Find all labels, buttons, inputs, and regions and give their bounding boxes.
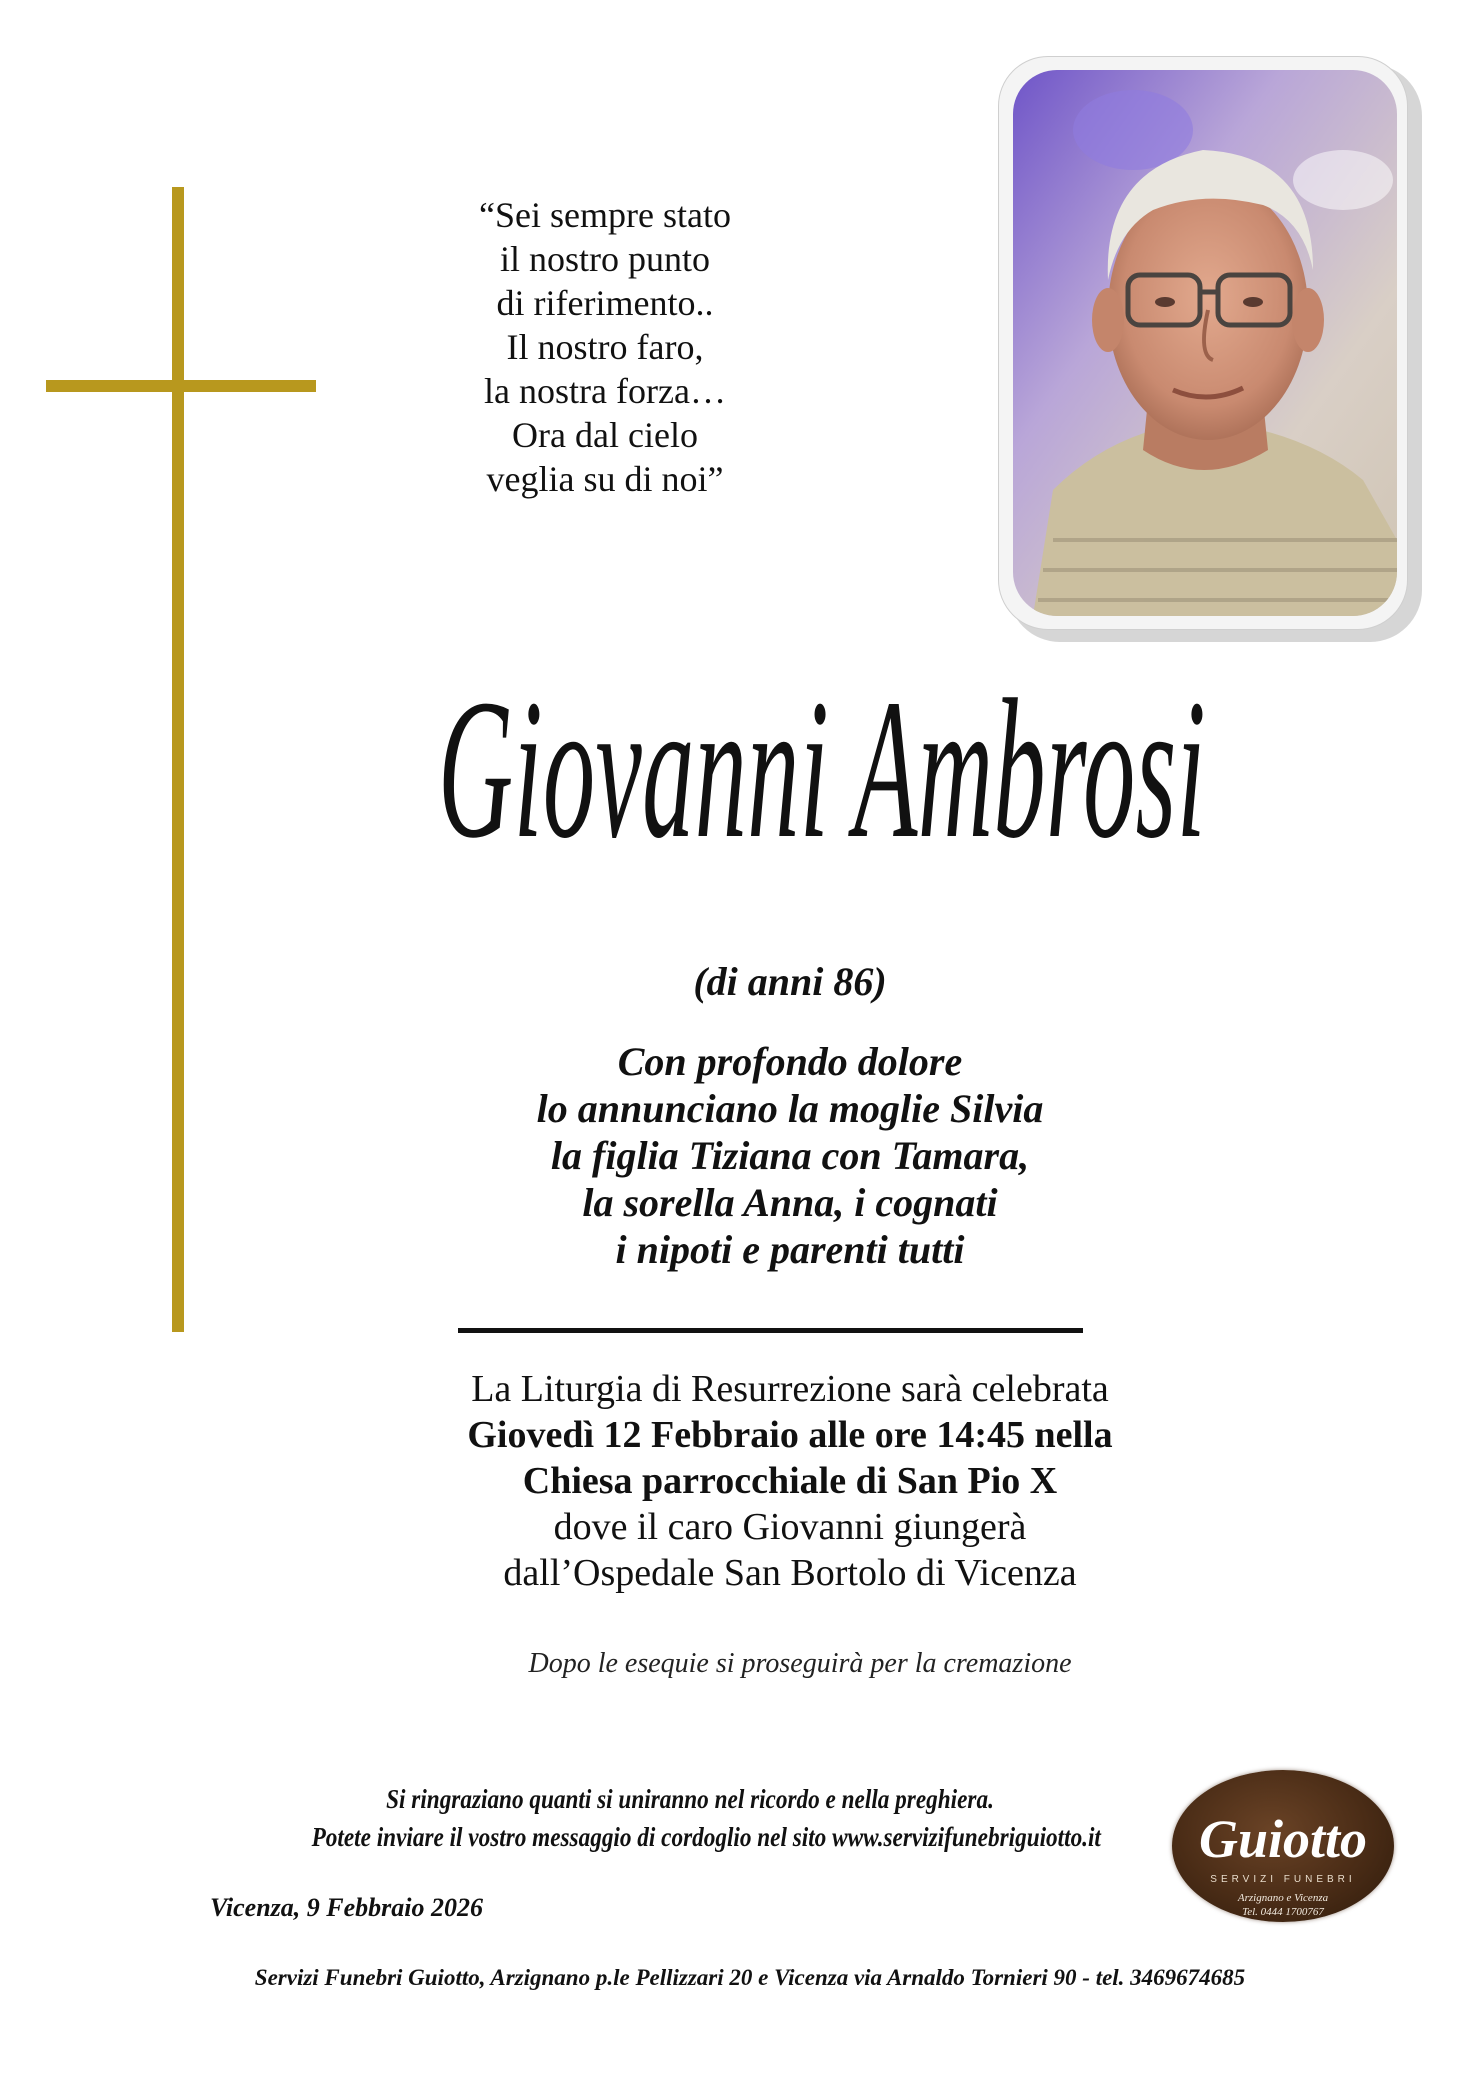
logo-places: Arzignano e Vicenza bbox=[1237, 1892, 1329, 1904]
liturgy-church: Chiesa parrocchiale di San Pio X bbox=[522, 1460, 1058, 1502]
notice-date: Vicenza, 9 Febbraio 2026 bbox=[210, 1893, 484, 1922]
announcement-line: Con profondo dolore bbox=[617, 1039, 963, 1084]
divider-rule bbox=[458, 1328, 1083, 1333]
footer-contact: Servizi Funebri Guiotto, Arzignano p.le Pellizzari 20 e Vicenza via Arnaldo Tornieri 90 - tel. 3469674685 bbox=[254, 1965, 1246, 1990]
quote-line: di riferimento.. bbox=[496, 283, 714, 323]
quote-line: veglia su di noi” bbox=[486, 459, 724, 499]
announcement bbox=[340, 1038, 1240, 1273]
logo-tel: Tel. 0444 1700767 bbox=[1242, 1906, 1324, 1918]
logo-subtitle: SERVIZI FUNEBRI bbox=[1210, 1874, 1356, 1885]
liturgy-line: dall’Ospedale San Bortolo di Vicenza bbox=[503, 1552, 1077, 1594]
cross-horizontal-bar bbox=[46, 380, 316, 392]
announcement-line: lo annunciano la moglie Silvia bbox=[536, 1086, 1044, 1131]
announcement-line: la figlia Tiziana con Tamara, bbox=[550, 1133, 1030, 1178]
memorial-quote bbox=[400, 193, 810, 501]
quote-line: il nostro punto bbox=[499, 239, 710, 279]
liturgy-line: La Liturgia di Resurrezione sarà celebrata bbox=[471, 1368, 1109, 1410]
cross-vertical-bar bbox=[172, 187, 184, 1332]
logo-name: Guiotto bbox=[1198, 1809, 1368, 1869]
portrait-photo bbox=[1013, 70, 1397, 616]
thanks-message bbox=[250, 1780, 1130, 1856]
quote-line: “Sei sempre stato bbox=[479, 195, 731, 235]
announcement-line: la sorella Anna, i cognati bbox=[582, 1180, 998, 1225]
quote-line: la nostra forza… bbox=[484, 371, 726, 411]
quote-line: Ora dal cielo bbox=[512, 415, 698, 455]
cremation-note: Dopo le esequie si proseguirà per la cremazione bbox=[528, 1648, 1072, 1679]
thanks-line: Si ringraziano quanti si uniranno nel ricordo e nella preghiera. bbox=[386, 1784, 994, 1814]
deceased-age: (di anni 86) bbox=[693, 959, 887, 1004]
quote-line: Il nostro faro, bbox=[506, 327, 704, 367]
liturgy-line: dove il caro Giovanni giungerà bbox=[553, 1506, 1027, 1548]
thanks-line: Potete inviare il vostro messaggio di cordoglio nel sito www.servizifunebriguiotto.it bbox=[311, 1822, 1101, 1852]
deceased-name: Giovanni Ambrosi bbox=[438, 659, 1207, 880]
liturgy-details bbox=[330, 1366, 1250, 1596]
announcement-line: i nipoti e parenti tutti bbox=[615, 1227, 965, 1272]
liturgy-datetime: Giovedì 12 Febbraio alle ore 14:45 nella bbox=[467, 1414, 1113, 1456]
